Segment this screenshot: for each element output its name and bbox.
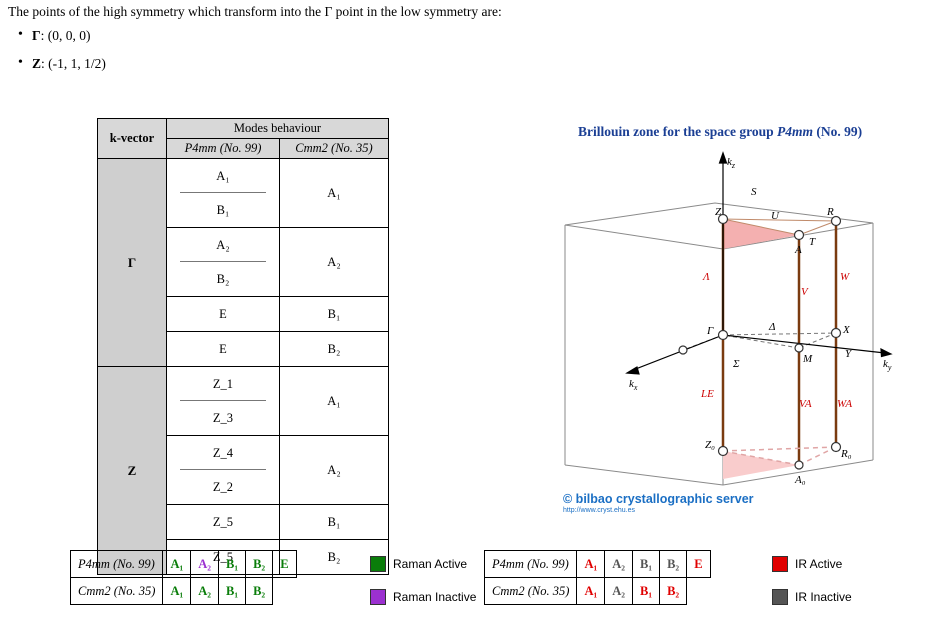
mode-low: B₂	[280, 540, 389, 575]
header-low-symmetry: Cmm2 (No. 35)	[280, 139, 389, 159]
table-row	[98, 367, 389, 402]
legend-key-label: Raman Inactive	[393, 590, 477, 604]
mode-low: B₂	[280, 332, 389, 367]
mode-cell: B₁	[633, 578, 660, 605]
mode-cell: B₂	[660, 551, 687, 578]
label-R: R	[827, 206, 834, 218]
mode-high: E	[167, 297, 280, 332]
mode-low: A₂	[280, 436, 389, 505]
kpoint-list	[16, 28, 106, 84]
raman-activity-table	[70, 550, 297, 605]
label-A: A	[795, 244, 802, 256]
label-W: W	[840, 271, 850, 283]
kpoint-sep: :	[40, 28, 48, 43]
table-row	[71, 578, 297, 605]
label-VA: VA	[799, 398, 812, 410]
group-name: P4mm (No. 99)	[71, 551, 163, 578]
label-T: T	[809, 236, 816, 248]
table-row	[485, 578, 711, 605]
header-kvector: k-vector	[98, 119, 167, 159]
mode-low: A₁	[280, 367, 389, 436]
mode-cell: B₂	[660, 578, 687, 605]
label-A0: A₀	[795, 474, 806, 486]
table-row	[485, 551, 711, 578]
brillouin-zone-title: Brillouin zone for the space group P4mm (No. 99)	[578, 124, 863, 139]
kpoint-label: Γ	[32, 28, 41, 43]
raman-legend-keys	[370, 556, 476, 622]
mode-cell: B₂	[246, 551, 273, 578]
list-item	[16, 28, 106, 44]
mode-high: B₁	[167, 193, 280, 228]
mode-cell: E	[687, 551, 710, 578]
kpoint-label: Z	[32, 56, 42, 71]
mode-cell: E	[273, 551, 296, 578]
legend-key-raman-active	[370, 556, 476, 572]
page-intro-text: The points of the high symmetry which transform into the Γ point in the low symmetry are:	[8, 4, 502, 19]
header-modes-behaviour: Modes behaviour	[167, 119, 389, 139]
mode-cell: B₂	[246, 578, 273, 605]
label-Delta: Δ	[769, 321, 776, 333]
label-Z0: Z₀	[705, 439, 715, 451]
axis-label-ky: $k_y$	[883, 358, 892, 372]
label-Sigma: Σ	[733, 358, 740, 370]
kpoint-coords: (-1, 1, 1/2)	[48, 56, 106, 71]
color-swatch-purple	[370, 589, 386, 605]
label-Y: Y	[845, 348, 852, 360]
mode-high: B₂	[167, 262, 280, 297]
list-item	[16, 56, 106, 72]
mode-low: A₂	[280, 228, 389, 297]
color-swatch-red	[772, 556, 788, 572]
mode-high: A₂	[167, 228, 280, 263]
mode-low: B₁	[280, 505, 389, 540]
mode-cell: A₁	[163, 551, 191, 578]
mode-cell: A₁	[577, 578, 605, 605]
mode-cell: B₁	[633, 551, 660, 578]
table-row	[98, 159, 389, 194]
bottom-highlight-plane	[723, 451, 799, 479]
mode-cell: A₂	[191, 578, 219, 605]
mode-high: E	[167, 332, 280, 367]
mode-low: B₁	[280, 297, 389, 332]
axis-label-kx: $k_x$	[629, 378, 638, 392]
color-swatch-gray	[772, 589, 788, 605]
table-header-row	[98, 119, 389, 139]
mode-cell: B₁	[219, 578, 246, 605]
table-row	[71, 551, 297, 578]
legend-key-raman-inactive	[370, 589, 476, 605]
brillouin-zone-svg	[555, 145, 925, 515]
modes-behaviour-table	[97, 118, 389, 575]
outer-cell-wireframe	[565, 203, 873, 485]
mode-cell: B₁	[219, 551, 246, 578]
label-Z: Z	[715, 206, 722, 218]
header-high-symmetry: P4mm (No. 99)	[167, 139, 280, 159]
color-swatch-green	[370, 556, 386, 572]
group-name: P4mm (No. 99)	[485, 551, 577, 578]
mode-high: Z_2	[167, 470, 280, 505]
group-name: Cmm2 (No. 35)	[71, 578, 163, 605]
label-U: U	[771, 210, 779, 222]
brillouin-zone-figure	[555, 145, 925, 515]
mode-cell: A₂	[605, 551, 633, 578]
label-WA: WA	[837, 398, 853, 410]
legend-key-label: IR Active	[795, 557, 843, 571]
ir-legend-keys	[772, 556, 852, 622]
label-X: X	[843, 324, 850, 336]
label-M: M	[803, 353, 813, 365]
label-Lambda: Λ	[703, 271, 710, 283]
label-LE: LE	[701, 388, 714, 400]
bilbao-credit-url: http://www.cryst.ehu.es	[563, 507, 635, 514]
mode-low: A₁	[280, 159, 389, 228]
legend-key-ir-inactive	[772, 589, 852, 605]
mode-cell: A₂	[605, 578, 633, 605]
axis-label-kz: $k_z$	[727, 156, 736, 170]
irreducible-prism-edges	[723, 219, 836, 465]
label-S: S	[751, 186, 757, 198]
ir-activity-table	[484, 550, 711, 605]
kpoint-coords: (0, 0, 0)	[47, 28, 91, 43]
kvector-cell-z: Z	[98, 367, 167, 575]
mode-high: A₁	[167, 159, 280, 194]
kpoint-sep: :	[41, 56, 49, 71]
legend-key-label: IR Inactive	[795, 590, 852, 604]
label-R0: R₀	[841, 448, 852, 460]
group-name: Cmm2 (No. 35)	[485, 578, 577, 605]
mode-high: Z_5	[167, 540, 280, 575]
mode-high: Z_3	[167, 401, 280, 436]
label-Gamma: Γ	[707, 325, 714, 337]
legend-key-ir-active	[772, 556, 852, 572]
bilbao-credit: © bilbao crystallographic server http://www.cryst.ehu.es	[563, 492, 754, 514]
mode-high: Z_5	[167, 505, 280, 540]
mode-cell: A₂	[191, 551, 219, 578]
mode-cell: A₁	[577, 551, 605, 578]
kvector-cell-gamma: Γ	[98, 159, 167, 367]
label-V: V	[801, 286, 808, 298]
mode-high: Z_1	[167, 367, 280, 402]
legend-key-label: Raman Active	[393, 557, 468, 571]
mode-high: Z_4	[167, 436, 280, 471]
mode-cell: A₁	[163, 578, 191, 605]
